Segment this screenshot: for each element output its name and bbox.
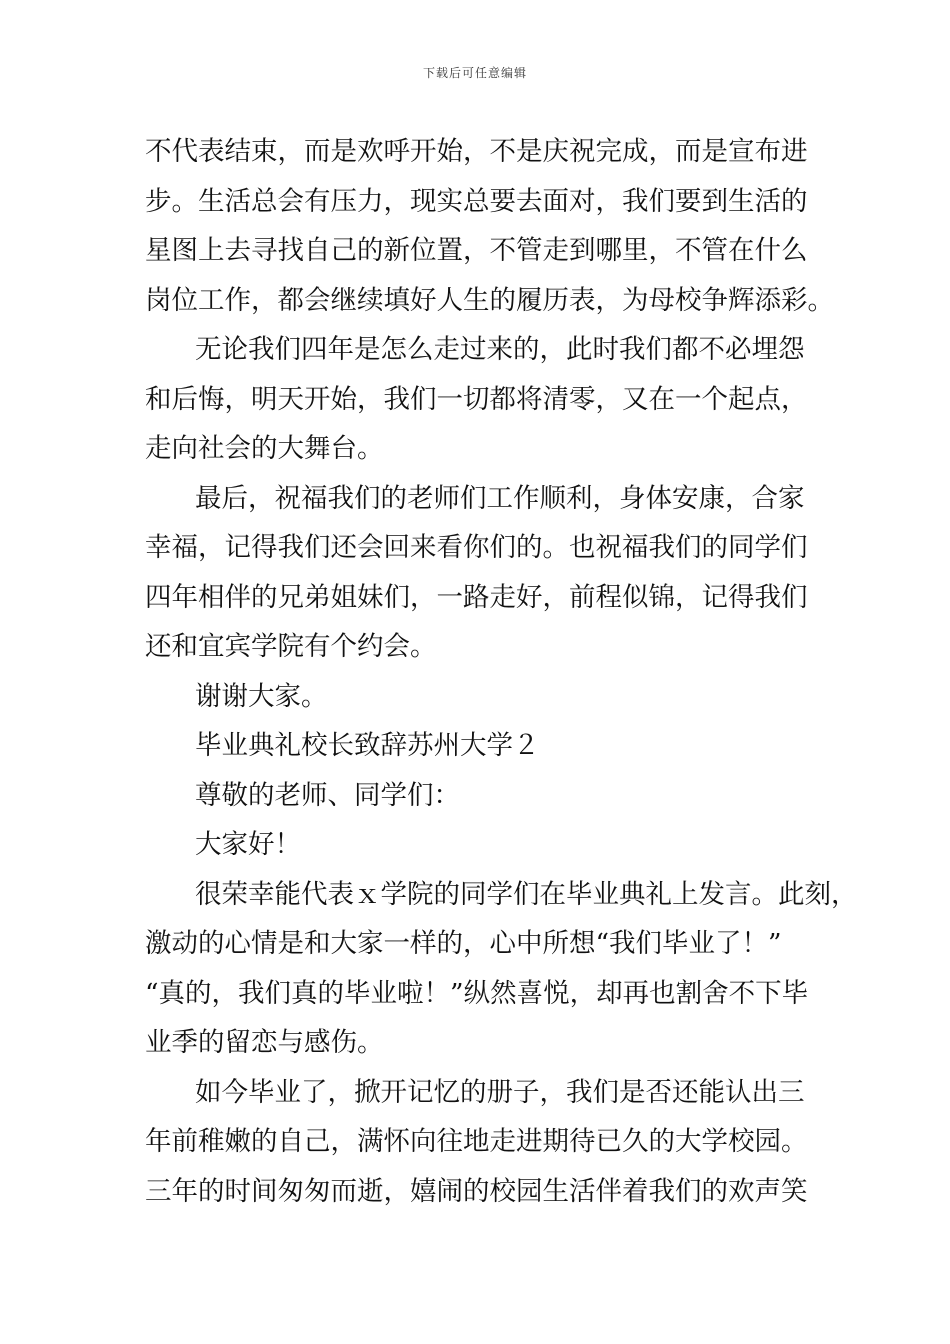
- text-line: 不代表结束，而是欢呼开始，不是庆祝完成，而是宣布进: [145, 136, 808, 167]
- document-body: [145, 127, 858, 1216]
- text-line: 年前稚嫩的自己，满怀向往地走进期待已久的大学校园。: [145, 1126, 808, 1157]
- section-title: 毕业典礼校长致辞苏州大学２: [195, 730, 540, 761]
- text-line: 谢谢大家。: [195, 680, 328, 712]
- text-line: 和后悔，明天开始，我们一切都将清零，又在一个起点，: [145, 383, 808, 415]
- text-line: 幸福，记得我们还会回来看你们的。也祝福我们的同学们: [145, 532, 808, 563]
- text-line: 步。生活总会有压力，现实总要去面对，我们要到生活的: [145, 185, 808, 217]
- text-line: 无论我们四年是怎么走过来的，此时我们都不必埋怨: [195, 334, 805, 365]
- text-line: 如今毕业了，掀开记忆的册子，我们是否还能认出三: [195, 1076, 805, 1108]
- text-line: 星图上去寻找自己的新位置，不管走到哪里，不管在什么: [145, 235, 808, 266]
- text-line: 业季的留恋与感伤。: [145, 1027, 384, 1058]
- salutation: 尊敬的老师、同学们：: [195, 779, 460, 811]
- text-line: 还和宜宾学院有个约会。: [145, 631, 437, 662]
- text-line: 三年的时间匆匆而逝，嬉闹的校园生活伴着我们的欢声笑: [145, 1175, 808, 1207]
- text-line: 激动的心情是和大家一样的，心中所想“我们毕业了！”: [145, 928, 782, 959]
- greeting: 大家好！: [195, 829, 301, 860]
- text-line: 四年相伴的兄弟姐妹们，一路走好，前程似锦，记得我们: [145, 581, 808, 613]
- text-line: 走向社会的大舞台。: [145, 433, 384, 464]
- page-header: 下载后可任意编辑: [422, 66, 527, 80]
- text-line: 岗位工作，都会继续填好人生的履历表，为母校争辉添彩。: [145, 284, 834, 316]
- text-line: 很荣幸能代表ｘ学院的同学们在毕业典礼上发言。此刻，: [195, 878, 858, 910]
- text-line: 最后，祝福我们的老师们工作顺利，身体安康，合家: [195, 482, 805, 514]
- text-line: “真的，我们真的毕业啦！”纵然喜悦，却再也割舍不下毕: [145, 977, 809, 1009]
